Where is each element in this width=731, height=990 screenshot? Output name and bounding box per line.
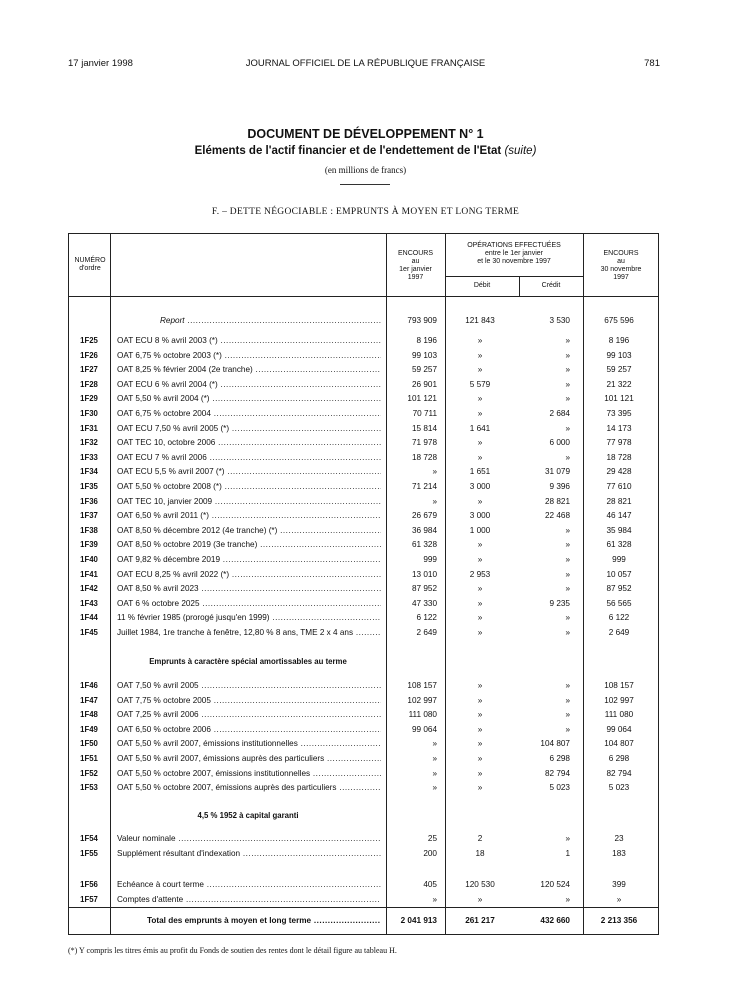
row-encours-fin: 77 978 — [606, 438, 632, 448]
total-v1: 2 041 913 — [400, 916, 437, 925]
col-header-operations: OPÉRATIONS EFFECTUÉES entre le 1er janvier et le 30 novembre 1997 — [467, 242, 561, 265]
row-credit: 9 235 — [549, 598, 570, 608]
row-code: 1F31 — [80, 423, 98, 433]
row-encours-debut: 61 328 — [411, 540, 437, 550]
row-label: OAT 5,50 % octobre 2007, émissions auprès des particuliers ..... — [117, 783, 381, 793]
row-encours-debut: 6 122 — [416, 613, 437, 623]
row-credit: » — [565, 555, 570, 564]
row-code: 1F43 — [80, 598, 98, 608]
row-encours-debut: » — [432, 496, 437, 506]
row-debit: » — [477, 365, 483, 375]
row-label: OAT 7,50 % avril 2005 ..... — [117, 681, 381, 691]
row-encours-fin: 99 064 — [606, 724, 632, 734]
row-encours-fin: 399 — [612, 880, 626, 889]
row-encours-debut: 101 121 — [407, 394, 437, 404]
row-debit: » — [477, 496, 483, 506]
row-credit: 120 524 — [540, 880, 570, 889]
row-label: Juillet 1984, 1re tranche à fenêtre, 12,80 % 8 ans, TME 2 x 4 ans ..... — [117, 628, 381, 638]
row-label: OAT 6,50 % octobre 2006 ..... — [117, 725, 381, 735]
row-credit: 104 807 — [540, 739, 570, 749]
row-label: Valeur nominale ..... — [117, 834, 381, 844]
total-label: Total des emprunts à moyen et long terme ..... — [117, 916, 381, 926]
row-debit: 1 641 — [469, 423, 491, 433]
row-encours-debut: » — [432, 739, 437, 749]
row-encours-fin: 101 121 — [604, 394, 634, 404]
row-encours-debut: 71 978 — [411, 438, 437, 448]
row-credit: » — [565, 365, 570, 375]
row-encours-fin: 102 997 — [604, 695, 634, 705]
row-code: 1F46 — [80, 681, 98, 690]
row-debit: » — [477, 540, 483, 550]
row-code: 1F39 — [80, 540, 98, 550]
row-encours-debut: 99 103 — [411, 350, 437, 360]
row-encours-fin: 999 — [612, 555, 626, 564]
row-debit: » — [477, 710, 483, 720]
row-encours-fin: 108 157 — [604, 681, 634, 690]
row-code: 1F26 — [80, 350, 98, 360]
header-date: 17 janvier 1998 — [68, 58, 133, 69]
row-encours-debut: 15 814 — [411, 423, 437, 433]
row-code: 1F51 — [80, 754, 98, 763]
row-credit: » — [565, 350, 570, 360]
row-credit: » — [565, 695, 570, 705]
row-code: 1F33 — [80, 452, 98, 462]
row-debit: » — [477, 628, 483, 637]
row-encours-debut: 25 — [427, 834, 437, 843]
row-encours-fin: 21 322 — [606, 379, 632, 389]
total-v2: 261 217 — [465, 916, 495, 925]
row-encours-debut: 8 196 — [416, 336, 437, 345]
row-code: 1F49 — [80, 724, 98, 734]
row-debit: » — [477, 768, 483, 778]
row-debit: » — [477, 681, 483, 690]
row-credit: » — [565, 681, 570, 690]
row-code: 1F29 — [80, 394, 98, 404]
row-debit: » — [477, 438, 483, 448]
row-credit: » — [565, 525, 570, 535]
col-header-numero: NUMÉRO d'ordre — [74, 257, 106, 272]
row-encours-fin: 10 057 — [606, 569, 632, 579]
row-encours-fin: 59 257 — [606, 365, 632, 375]
row-debit: 2 — [477, 834, 483, 843]
row-encours-debut: 999 — [423, 555, 437, 564]
row-encours-fin: 111 080 — [604, 710, 634, 720]
row-code: 1F32 — [80, 438, 98, 448]
row-encours-fin: 82 794 — [606, 768, 632, 778]
row-credit: 22 468 — [544, 511, 570, 521]
row-label: OAT 6,75 % octobre 2004 ..... — [117, 409, 381, 419]
row-debit: » — [477, 894, 483, 904]
row-code: 1F30 — [80, 409, 98, 418]
row-code: 1F28 — [80, 379, 98, 389]
row-debit: » — [477, 394, 483, 404]
row-code: 1F25 — [80, 336, 98, 345]
row-encours-debut: 2 649 — [416, 628, 437, 637]
row-encours-debut: 111 080 — [408, 710, 437, 720]
row-credit: » — [565, 724, 570, 734]
title-rule — [340, 184, 390, 185]
row-debit: » — [477, 695, 483, 705]
row-debit: » — [477, 598, 483, 608]
row-debit: » — [477, 754, 483, 763]
row-credit: 6 000 — [549, 438, 570, 448]
row-encours-fin: 183 — [612, 848, 626, 858]
row-divider — [445, 276, 583, 277]
header-divider — [68, 296, 659, 297]
row-code: 1F34 — [80, 467, 98, 477]
subtitle-main: Eléments de l'actif financier et de l'endettement de l'Etat — [194, 145, 502, 157]
row-label: Supplément résultant d'indexation ..... — [117, 849, 381, 859]
row-code: 1F53 — [80, 783, 98, 793]
row-label: OAT ECU 7,50 % avril 2005 (*) ..... — [117, 424, 381, 434]
row-credit: 2 684 — [549, 409, 570, 418]
row-credit: » — [565, 540, 570, 550]
row-label: Echéance à court terme ..... — [117, 880, 381, 890]
row-label: OAT TEC 10, octobre 2006 ..... — [117, 438, 381, 448]
row-encours-debut: 47 330 — [411, 598, 437, 608]
row-code: 1F50 — [80, 739, 98, 749]
row-encours-fin: 56 565 — [606, 598, 632, 608]
row-encours-debut: 87 952 — [411, 584, 437, 594]
row-label: OAT 8,25 % février 2004 (2e tranche) ..... — [117, 365, 381, 375]
report-v3: 3 530 — [549, 316, 570, 325]
row-code: 1F40 — [80, 555, 98, 564]
row-encours-debut: 36 984 — [411, 525, 437, 535]
row-label: OAT 6,50 % avril 2011 (*) ..... — [117, 511, 381, 521]
row-credit: 31 079 — [544, 467, 570, 477]
units-note: (en millions de francs) — [324, 165, 407, 175]
col-header-encours-fin: ENCOURS au 30 novembre 1997 — [600, 250, 642, 281]
row-encours-debut: 18 728 — [411, 452, 437, 462]
subhead-capital-garanti: 4,5 % 1952 à capital garanti — [197, 811, 299, 820]
row-credit: 9 396 — [549, 482, 570, 491]
row-credit: » — [565, 423, 570, 433]
row-label: OAT 6 % octobre 2025 ..... — [117, 599, 381, 609]
total-divider — [68, 907, 659, 908]
col-header-credit: Crédit — [541, 282, 561, 289]
row-label: Comptes d'attente ..... — [117, 895, 381, 905]
row-credit: » — [565, 894, 570, 904]
row-credit: 82 794 — [544, 768, 570, 778]
total-v4: 2 213 356 — [600, 916, 638, 925]
row-encours-fin: 104 807 — [604, 739, 634, 749]
row-debit: » — [477, 739, 483, 749]
row-debit: 1 000 — [469, 525, 491, 535]
row-label: OAT ECU 8,25 % avril 2022 (*) ..... — [117, 570, 381, 580]
row-label: OAT 8,50 % décembre 2012 (4e tranche) (*) ..... — [117, 526, 381, 536]
row-encours-debut: 405 — [423, 880, 437, 889]
row-label: OAT 8,50 % avril 2023 ..... — [117, 584, 381, 594]
row-label: OAT 7,75 % octobre 2005 ..... — [117, 696, 381, 706]
row-code: 1F56 — [80, 880, 98, 889]
row-encours-fin: 6 298 — [608, 754, 630, 763]
row-debit: 5 579 — [469, 379, 491, 389]
header-journal-title: JOURNAL OFFICIEL DE LA RÉPUBLIQUE FRANÇAISE — [245, 58, 486, 69]
row-encours-fin: 73 395 — [606, 409, 632, 418]
row-encours-fin: 23 — [614, 834, 624, 843]
report-v1: 793 909 — [407, 316, 437, 325]
row-encours-debut: » — [432, 467, 437, 477]
col-divider — [583, 233, 584, 935]
row-code: 1F54 — [80, 834, 98, 843]
row-debit: » — [477, 350, 483, 360]
row-label: OAT TEC 10, janvier 2009 ..... — [117, 497, 381, 507]
document-title: DOCUMENT DE DÉVELOPPEMENT N° 1 — [247, 127, 484, 141]
row-encours-fin: 5 023 — [608, 783, 630, 793]
row-code: 1F37 — [80, 511, 98, 521]
row-credit: 5 023 — [549, 783, 570, 793]
row-label: OAT 5,50 % octobre 2007, émissions institutionnelles ..... — [117, 769, 381, 779]
row-code: 1F48 — [80, 710, 98, 720]
row-encours-fin: 29 428 — [606, 467, 632, 477]
row-label: OAT 5,50 % avril 2007, émissions institutionnelles ..... — [117, 739, 381, 749]
row-label: OAT 6,75 % octobre 2003 (*) ..... — [117, 351, 381, 361]
footnote: (*) Y compris les titres émis au profit du Fonds de soutien des rentes dont le détail figure au tableau H. — [68, 946, 397, 955]
row-encours-debut: » — [432, 894, 437, 904]
row-label: OAT 5,50 % avril 2004 (*) ..... — [117, 394, 381, 404]
row-code: 1F38 — [80, 525, 98, 535]
row-credit: » — [565, 628, 570, 637]
row-debit: » — [477, 613, 483, 623]
row-code: 1F41 — [80, 569, 98, 579]
row-code: 1F55 — [80, 848, 98, 858]
row-debit: » — [477, 584, 483, 594]
row-credit: » — [565, 569, 570, 579]
row-debit: 18 — [475, 848, 485, 858]
row-encours-debut: 59 257 — [411, 365, 437, 375]
row-credit: 1 — [565, 848, 570, 858]
row-debit: » — [477, 555, 483, 564]
row-label: OAT ECU 7 % avril 2006 ..... — [117, 453, 381, 463]
row-encours-debut: 108 157 — [407, 681, 437, 690]
col-divider — [110, 233, 111, 935]
report-v2: 121 843 — [465, 316, 495, 325]
row-encours-fin: 6 122 — [608, 613, 630, 623]
row-encours-fin: 14 173 — [606, 423, 632, 433]
row-encours-fin: 61 328 — [606, 540, 632, 550]
row-debit: 120 530 — [465, 880, 495, 889]
row-encours-fin: 18 728 — [606, 452, 632, 462]
row-label: OAT ECU 8 % avril 2003 (*) ..... — [117, 336, 381, 346]
row-encours-fin: 46 147 — [606, 511, 632, 521]
row-label: OAT 5,50 % octobre 2008 (*) ..... — [117, 482, 381, 492]
row-credit: » — [565, 394, 570, 404]
row-code: 1F42 — [80, 584, 98, 594]
row-label: OAT ECU 5,5 % avril 2007 (*) ..... — [117, 467, 381, 477]
row-label: OAT 8,50 % octobre 2019 (3e tranche) ..... — [117, 540, 381, 550]
row-debit: » — [477, 783, 483, 793]
row-encours-debut: » — [432, 768, 437, 778]
subhead-amortissables: Emprunts à caractère spécial amortissables au terme — [149, 657, 347, 666]
row-encours-fin: 2 649 — [608, 628, 630, 637]
row-code: 1F45 — [80, 628, 98, 637]
row-code: 1F35 — [80, 482, 98, 491]
total-v3: 432 660 — [540, 916, 570, 925]
row-credit: » — [565, 379, 570, 389]
row-credit: » — [565, 452, 570, 462]
row-credit: » — [565, 710, 570, 720]
row-credit: » — [565, 584, 570, 594]
row-encours-fin: 77 610 — [606, 482, 632, 491]
page-number: 781 — [644, 58, 660, 69]
document-subtitle — [0, 145, 731, 157]
row-debit: » — [477, 409, 483, 418]
section-heading: F. – DETTE NÉGOCIABLE : EMPRUNTS À MOYEN ET LONG TERME — [211, 207, 520, 217]
row-encours-fin: 87 952 — [606, 584, 632, 594]
row-debit: » — [477, 452, 483, 462]
row-credit: » — [565, 613, 570, 623]
row-encours-debut: 13 010 — [411, 569, 437, 579]
row-encours-fin: 8 196 — [608, 336, 630, 345]
row-label: OAT 9,82 % décembre 2019 ..... — [117, 555, 381, 565]
row-encours-debut: 26 679 — [411, 511, 437, 521]
row-debit: » — [477, 724, 483, 734]
row-credit: 28 821 — [544, 496, 570, 506]
row-encours-fin: » — [616, 894, 622, 904]
row-credit: » — [565, 834, 570, 843]
report-label: Report ..... — [117, 316, 381, 326]
row-debit: 1 651 — [469, 467, 491, 477]
row-encours-debut: » — [432, 783, 437, 793]
row-debit: » — [477, 336, 483, 345]
col-header-debit: Débit — [473, 282, 491, 289]
row-label: OAT 7,25 % avril 2006 ..... — [117, 710, 381, 720]
row-encours-debut: 26 901 — [411, 379, 437, 389]
row-debit: 3 000 — [469, 511, 491, 521]
report-v4: 675 596 — [604, 316, 634, 325]
row-encours-fin: 99 103 — [606, 350, 632, 360]
row-debit: 2 953 — [469, 569, 491, 579]
row-encours-debut: 70 711 — [412, 409, 437, 418]
row-encours-fin: 28 821 — [606, 496, 632, 506]
row-code: 1F57 — [80, 894, 98, 904]
row-encours-debut: » — [432, 754, 437, 763]
row-encours-fin: 35 984 — [606, 525, 632, 535]
row-debit: 3 000 — [469, 482, 491, 491]
row-code: 1F52 — [80, 768, 98, 778]
row-code: 1F44 — [80, 613, 98, 623]
row-encours-debut: 200 — [423, 848, 437, 858]
row-encours-debut: 102 997 — [407, 695, 437, 705]
col-header-encours-debut: ENCOURS au 1er janvier 1997 — [397, 250, 433, 281]
row-label: OAT 5,50 % avril 2007, émissions auprès des particuliers ..... — [117, 754, 381, 764]
row-credit: » — [565, 336, 570, 345]
row-label: 11 % février 1985 (prorogé jusqu'en 1999) ..... — [117, 613, 381, 623]
row-code: 1F47 — [80, 695, 98, 705]
row-credit: 6 298 — [549, 754, 570, 763]
subtitle-suffix: (suite) — [504, 145, 537, 157]
row-code: 1F27 — [80, 365, 98, 375]
row-encours-debut: 99 064 — [411, 724, 437, 734]
row-label: OAT ECU 6 % avril 2004 (*) ..... — [117, 380, 381, 390]
row-code: 1F36 — [80, 496, 98, 506]
row-encours-debut: 71 214 — [411, 482, 437, 491]
